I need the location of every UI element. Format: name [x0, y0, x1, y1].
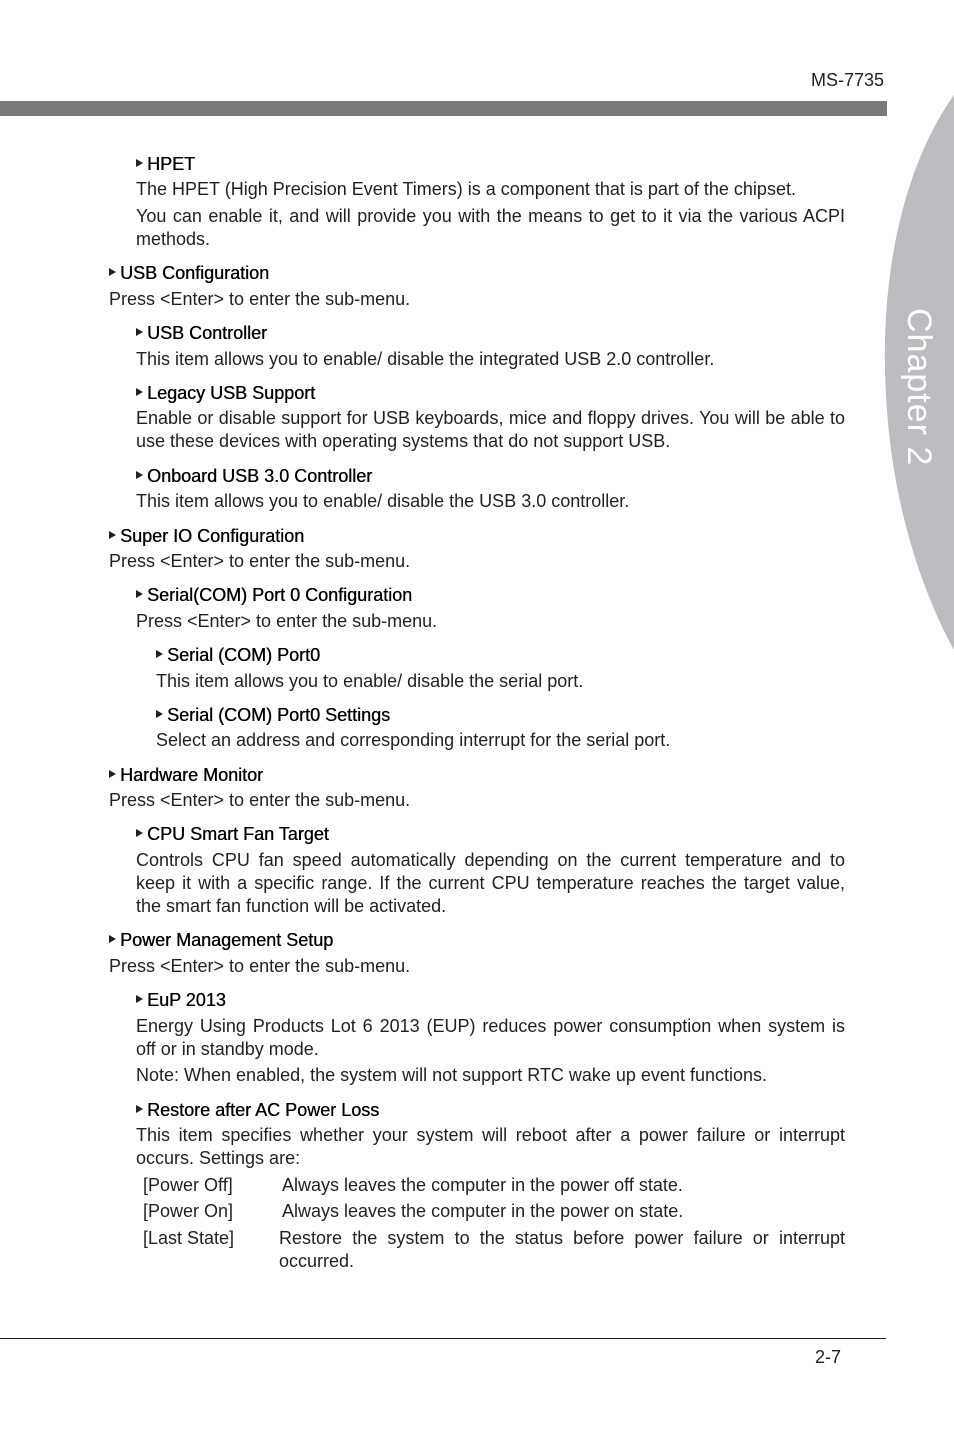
- bullet-triangle-icon: [136, 159, 143, 167]
- heading-serial-port0: Serial (COM) Port0: [156, 645, 320, 666]
- bullet-triangle-icon: [136, 471, 143, 479]
- bullet-triangle-icon: [109, 531, 116, 539]
- bullet-triangle-icon: [109, 770, 116, 778]
- serial-com-config-desc: Press <Enter> to enter the sub-menu.: [136, 611, 438, 631]
- bullet-triangle-icon: [136, 328, 143, 336]
- onboard-usb3-desc: This item allows you to enable/ disable the USB 3.0 controller.: [136, 491, 630, 511]
- heading-serial-com-config: Serial(COM) Port 0 Configuration: [136, 585, 412, 606]
- bullet-triangle-icon: [136, 1105, 143, 1113]
- bullet-triangle-icon: [109, 935, 116, 943]
- header-bar: [0, 101, 887, 116]
- option-value: Always leaves the computer in the power off state.: [282, 1175, 683, 1195]
- bullet-triangle-icon: [136, 388, 143, 396]
- heading-legacy-usb: Legacy USB Support: [136, 383, 315, 404]
- bullet-triangle-icon: [109, 268, 116, 276]
- eup-desc-2: Note: When enabled, the system will not support RTC wake up event functions.: [136, 1065, 767, 1085]
- bullet-triangle-icon: [136, 590, 143, 598]
- hardware-monitor-desc: Press <Enter> to enter the sub-menu.: [109, 790, 411, 810]
- heading-restore-ac: Restore after AC Power Loss: [136, 1100, 379, 1121]
- footer-rule: [0, 1338, 886, 1339]
- chapter-label: Chapter 2: [900, 308, 938, 467]
- heading-cpu-smart-fan: CPU Smart Fan Target: [136, 824, 329, 845]
- page-number: 2-7: [815, 1347, 842, 1367]
- serial-port0-settings-desc: Select an address and corresponding interrupt for the serial port.: [156, 730, 671, 750]
- option-value: Restore the system to the status before power failure or interrupt occurred.: [279, 1228, 845, 1271]
- heading-usb-configuration: USB Configuration: [109, 263, 269, 284]
- super-io-desc: Press <Enter> to enter the sub-menu.: [109, 551, 411, 571]
- heading-usb-controller: USB Controller: [136, 323, 267, 344]
- power-management-desc: Press <Enter> to enter the sub-menu.: [109, 956, 411, 976]
- restore-ac-desc: This item specifies whether your system will reboot after a power failure or interrupt occurs. Settings are:: [136, 1125, 845, 1168]
- eup-desc-1: Energy Using Products Lot 6 2013 (EUP) reduces power consumption when system is off or in standby mode.: [136, 1016, 845, 1059]
- usb-configuration-desc: Press <Enter> to enter the sub-menu.: [109, 289, 411, 309]
- cpu-smart-fan-desc: Controls CPU fan speed automatically depending on the current temperature and to keep it with a specific range. If the current CPU temperature reaches the target value, the smart fan function will be activated.: [136, 850, 845, 916]
- option-key: [Power On]: [143, 1201, 234, 1221]
- hpet-desc-1: The HPET (High Precision Event Timers) is a component that is part of the chipset.: [136, 179, 796, 199]
- heading-onboard-usb3: Onboard USB 3.0 Controller: [136, 466, 372, 487]
- heading-hpet: HPET: [136, 154, 195, 175]
- bullet-triangle-icon: [136, 995, 143, 1003]
- heading-power-management: Power Management Setup: [109, 930, 333, 951]
- serial-port0-desc: This item allows you to enable/ disable the serial port.: [156, 671, 584, 691]
- usb-controller-desc: This item allows you to enable/ disable the integrated USB 2.0 controller.: [136, 349, 715, 369]
- bullet-triangle-icon: [156, 710, 163, 718]
- option-key: [Power Off]: [143, 1175, 233, 1195]
- heading-hardware-monitor: Hardware Monitor: [109, 765, 263, 786]
- heading-eup: EuP 2013: [136, 990, 226, 1011]
- hpet-desc-2: You can enable it, and will provide you with the means to get to it via the various ACPI methods.: [136, 206, 845, 249]
- option-key: [Last State]: [143, 1228, 235, 1248]
- bullet-triangle-icon: [136, 829, 143, 837]
- heading-super-io: Super IO Configuration: [109, 526, 304, 547]
- option-value: Always leaves the computer in the power on state.: [282, 1201, 684, 1221]
- legacy-usb-desc: Enable or disable support for USB keyboards, mice and floppy drives. You will be able to use these devices with operating systems that do not support USB.: [136, 408, 845, 451]
- bullet-triangle-icon: [156, 650, 163, 658]
- heading-serial-port0-settings: Serial (COM) Port0 Settings: [156, 705, 390, 726]
- model-number: MS-7735: [810, 70, 884, 90]
